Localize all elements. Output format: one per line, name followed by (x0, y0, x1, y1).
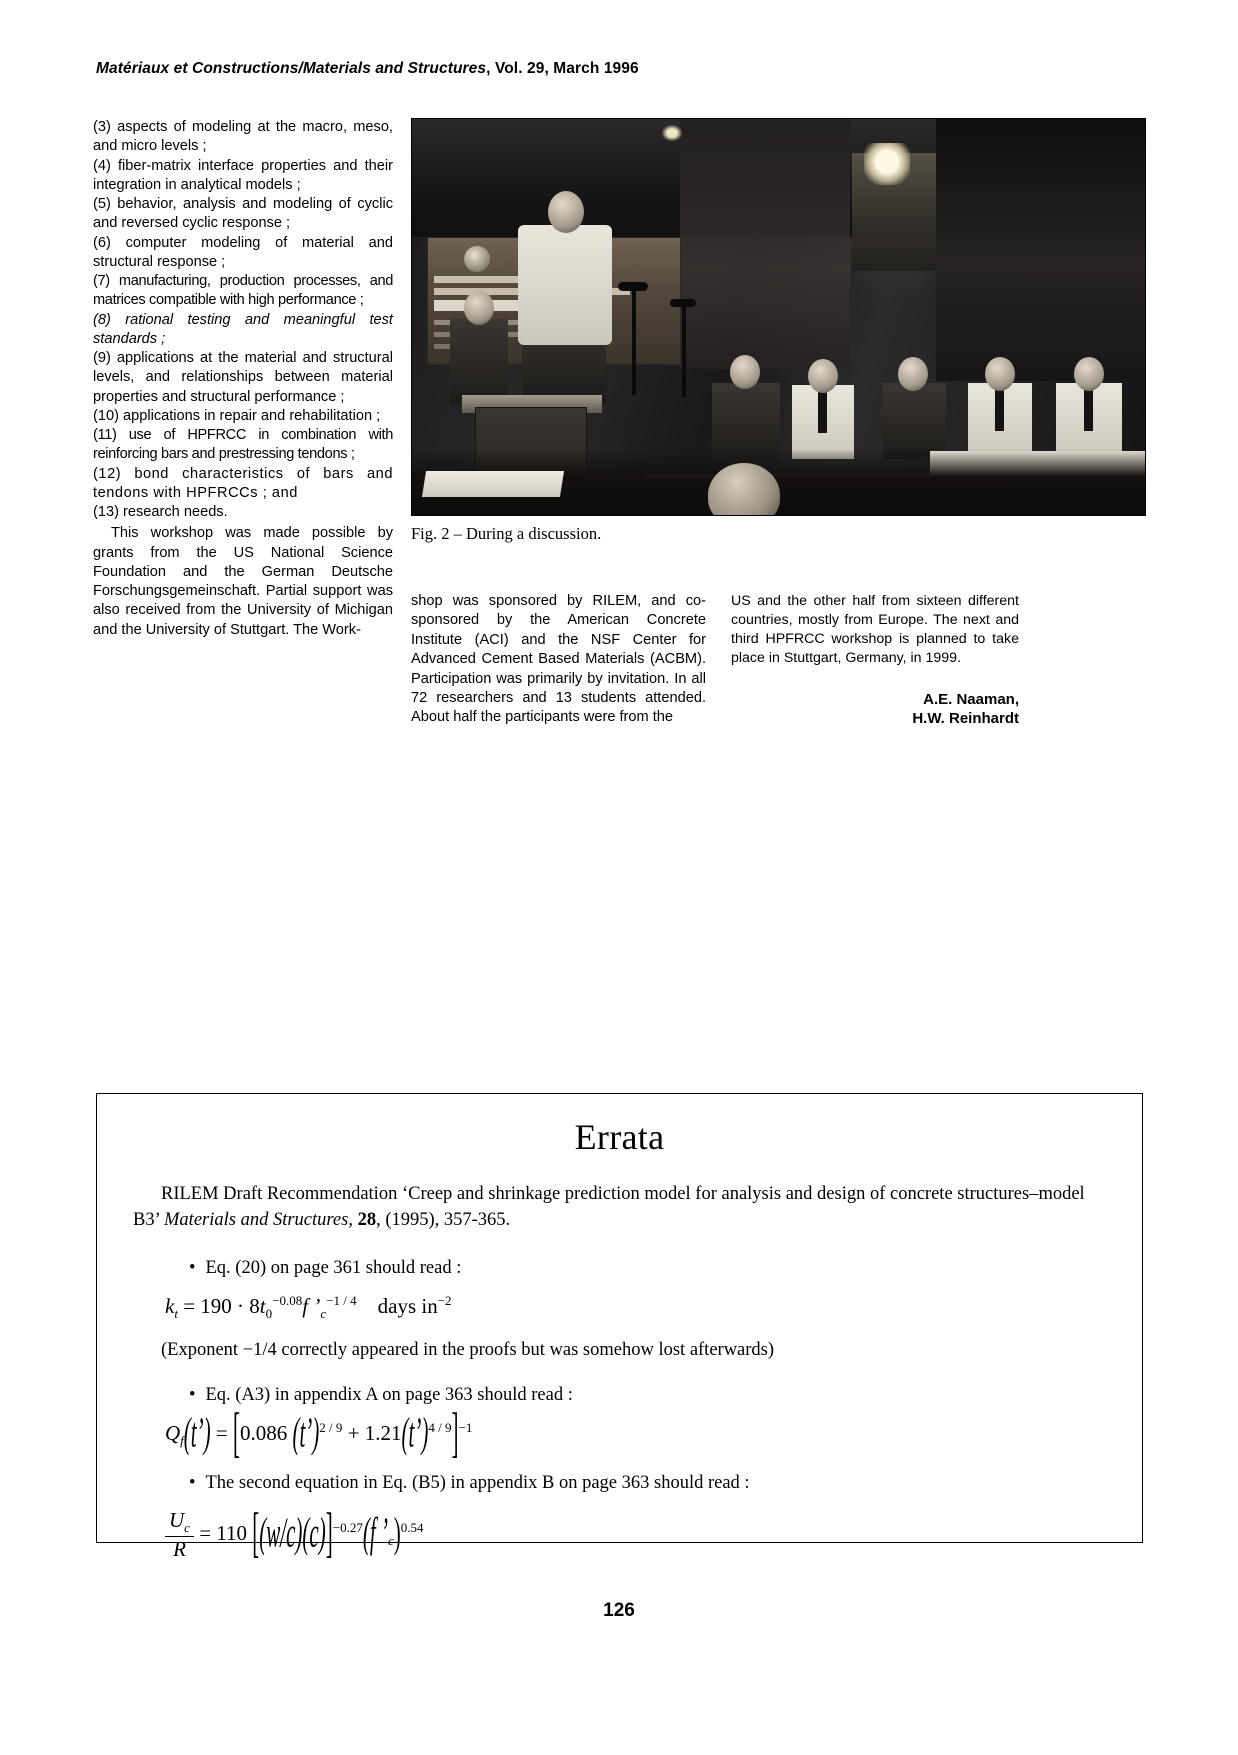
eq1-units: days in (377, 1293, 438, 1318)
list-item: (12) bond characteristics of bars and tendons with HPFRCCs ; and (93, 465, 393, 501)
eq2-Q: Q (165, 1420, 181, 1445)
errata-intro-volume: 28 (357, 1209, 377, 1230)
eq3-fraction (165, 1508, 194, 1562)
eq1-f: f ’ (302, 1293, 321, 1318)
page-number: 126 (603, 1600, 635, 1621)
volume-number: 29 (527, 60, 545, 77)
eq3-U-sub: c (184, 1520, 190, 1536)
body-paragraph: US and the other half from sixteen different countries, mostly from Europe. The next and third HPFRCC workshop is planned to take place in Stuttgart, Germany, in 1999. (731, 593, 1019, 666)
photo-microphone-head (670, 299, 696, 307)
eq2-term1-sup: 2 / 9 (319, 1419, 343, 1435)
body-paragraph: shop was sponsored by RILEM, and co-sponsored by the American Concrete Institute (ACI) and the NSF Center for Advanced Cement Based Materials (ACBM). Participation was primarily by invitation. In all 72 researchers and 13 students attended. About half the participants were from the (411, 593, 706, 726)
photo-microphone-stand (682, 301, 686, 397)
acknowledgement-paragraph: This workshop was made possible by grants from the US National Science Foundation and the German Deutsche Forschungsgemeinschaft. Partial support was also received from the University of Michigan and the University of Stuttgart. The Work- (93, 525, 393, 638)
errata-intro-part3: , (1995), 357-365. (376, 1209, 511, 1230)
issue-date: , March 1996 (544, 60, 639, 77)
eq2-term2: (t’) (401, 1408, 429, 1457)
errata-equation-1 (165, 1293, 1142, 1322)
eq1-t-sup: −0.08 (272, 1292, 303, 1308)
errata-intro-part1: RILEM Draft Recommendation ‘Creep and shrinkage prediction model for analysis and design of concrete structures–model B3’ (133, 1184, 1085, 1230)
list-item: (13) research needs. (93, 504, 228, 520)
conference-photo (411, 118, 1146, 516)
eq3-close-bracket: ] (325, 1501, 333, 1564)
photo-microphone-head (618, 282, 648, 291)
errata-intro-journal: Materials and Structures (164, 1209, 349, 1230)
list-item: (4) fiber-matrix interface properties and their integration in analytical models ; (93, 157, 393, 193)
journal-name: Matériaux et Constructions/Materials and Structures (96, 60, 487, 77)
eq2-term1: (t’) (292, 1408, 320, 1457)
photo-lamp-small (662, 125, 682, 141)
list-item: (5) behavior, analysis and modeling of cyclic and reversed cyclic response ; (93, 196, 393, 232)
figure-photo (411, 118, 1146, 516)
photo-lamp (864, 143, 910, 185)
eq3-term2-close: ) (393, 1508, 401, 1557)
list-item: (9) applications at the material and structural levels, and relationships between material properties and structural performance ; (93, 350, 393, 405)
volume-label: , Vol. (486, 60, 528, 77)
list-item: (11) use of HPFRCC in combination with reinforcing bars and prestressing tendons ; (93, 427, 393, 463)
author-name-1: A.E. Naaman, (923, 690, 1019, 708)
eq2-open-bracket: [ (232, 1400, 240, 1464)
errata-title: Errata (574, 1117, 665, 1157)
eq2-Q-sub: f (180, 1433, 184, 1449)
eq2-outer-sup: −1 (458, 1419, 473, 1435)
eq3-denominator: R (173, 1537, 186, 1562)
eq3-term2-sup: 0.54 (400, 1520, 424, 1536)
author-name-2: H.W. Reinhardt (912, 710, 1019, 727)
eq1-k-sub: t (174, 1305, 178, 1321)
list-item: (8) rational testing and meaningful test standards ; (93, 311, 393, 347)
eq3-U: U (169, 1508, 185, 1533)
eq1-f-sup: −1 / 4 (326, 1292, 357, 1308)
running-head (96, 60, 1146, 78)
eq3-numerator (165, 1508, 194, 1537)
right-column (731, 592, 1019, 729)
errata-bullet-2: • Eq. (A3) in appendix A on page 363 should read : (189, 1385, 1142, 1406)
errata-bullet-3: • The second equation in Eq. (B5) in appendix B on page 363 should read : (189, 1473, 1142, 1494)
eq3-open-bracket: [ (252, 1501, 260, 1564)
eq1-units-sup: −2 (437, 1292, 452, 1308)
errata-equation-2 (165, 1400, 1142, 1464)
photo-foreground-papers (422, 471, 564, 497)
eq2-coef1: 0.086 (239, 1420, 293, 1445)
eq3-term1: (w/c)(c) (259, 1508, 326, 1557)
list-item: (3) aspects of modeling at the macro, meso, and micro levels ; (93, 119, 393, 155)
eq2-term2-sup: 4 / 9 (428, 1419, 452, 1435)
eq3-term2: (f ’ (362, 1508, 388, 1557)
errata-equation-3 (165, 1501, 1142, 1564)
photo-wall-panel-right (936, 119, 1146, 381)
photo-microphone-stand (632, 285, 636, 395)
left-column (93, 118, 393, 640)
eq1-eq: = 190 · 8 (177, 1293, 260, 1318)
banner-logo (464, 246, 490, 272)
eq2-close-bracket: ] (451, 1400, 459, 1464)
list-item: (6) computer modeling of material and structural response ; (93, 234, 393, 270)
photo-wall-panel (680, 119, 850, 369)
eq2-plus: + 1.21 (342, 1420, 402, 1445)
figure-caption: Fig. 2 – During a discussion. (411, 524, 602, 543)
list-item: (7) manufacturing, production processes, and matrices compatible with high performance ; (93, 273, 393, 309)
errata-note-1: (Exponent −1/4 correctly appeared in the proofs but was somehow lost afterwards) (161, 1339, 775, 1360)
errata-intro-part2: , (348, 1209, 358, 1230)
eq3-eq: = 110 (193, 1521, 253, 1546)
eq2-eq: = (210, 1420, 233, 1445)
eq2-arg: (t’) (183, 1408, 211, 1457)
errata-intro (133, 1182, 1106, 1234)
eq1-t: t (259, 1293, 266, 1318)
eq1-t-sub: 0 (265, 1305, 273, 1321)
eq1-f-sub: c (320, 1305, 327, 1321)
eq1-k: k (165, 1293, 175, 1318)
errata-bullet-1: • Eq. (20) on page 361 should read : (189, 1258, 1142, 1279)
eq3-term2-sub: c (387, 1533, 394, 1549)
list-item: (10) applications in repair and rehabilitation ; (93, 407, 381, 424)
middle-column (411, 592, 706, 728)
eq3-term1-sup: −0.27 (332, 1520, 363, 1536)
signature-block (731, 690, 1019, 729)
errata-box (96, 1093, 1143, 1564)
